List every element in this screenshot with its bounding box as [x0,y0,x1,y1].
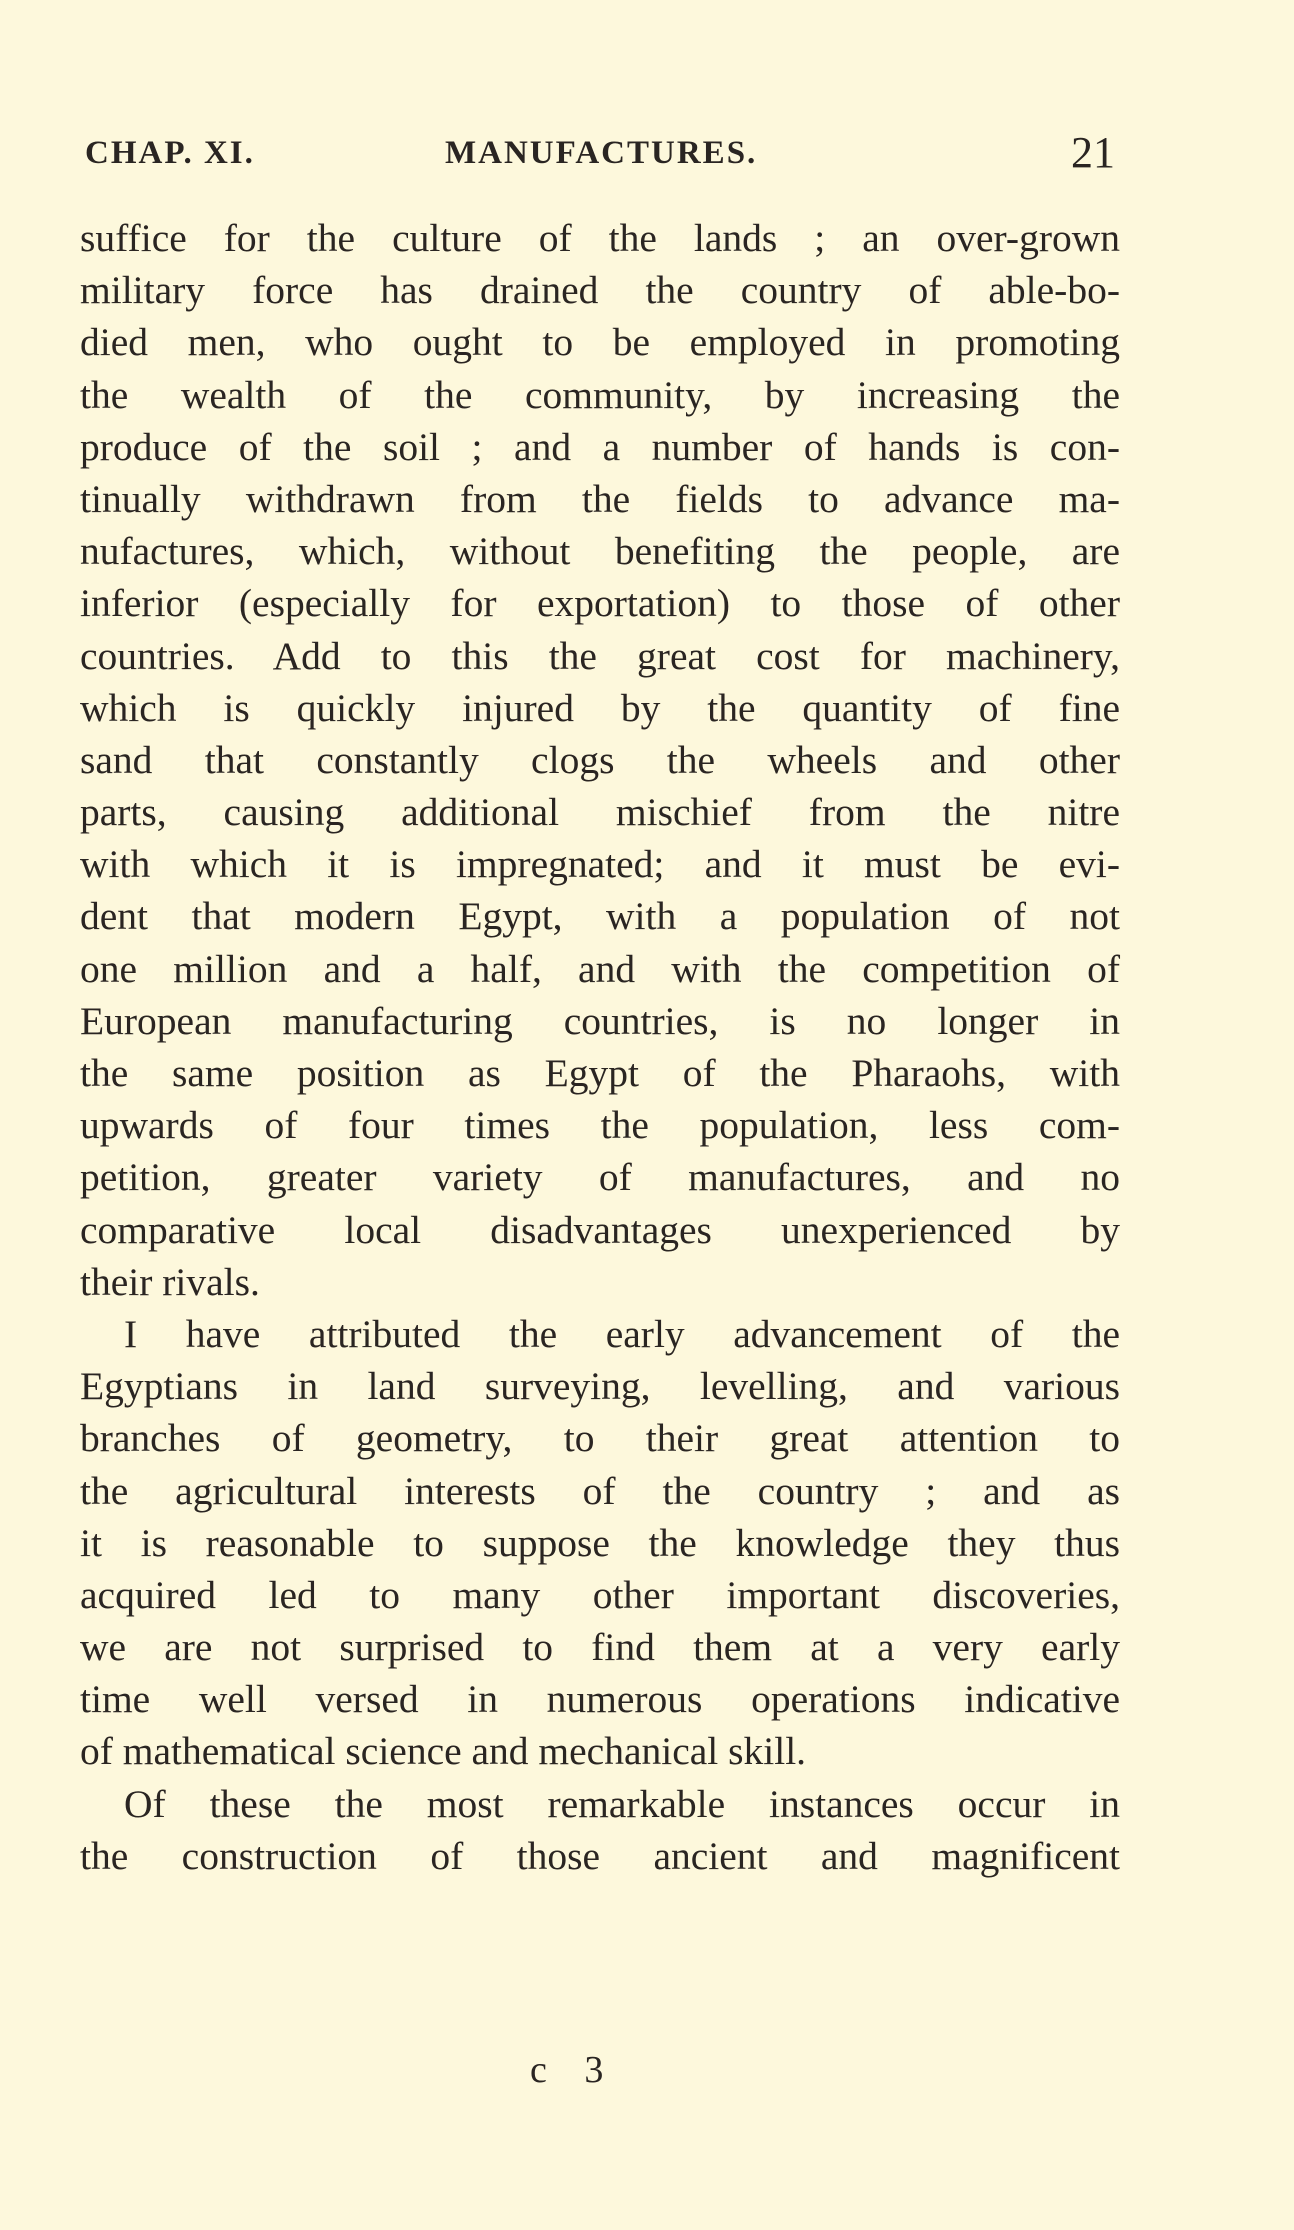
text-line: it is reasonable to suppose the knowledge they thus [80,1520,1120,1565]
text-line: the same position as Egypt of the Pharaohs, with [80,1051,1120,1095]
text-line: the wealth of the community, by increasing the [80,372,1120,417]
text-line: sand that constantly clogs the wheels and other [80,737,1120,782]
text-line: time well versed in numerous operations indicative [80,1677,1120,1722]
text-line: upwards of four times the population, less com- [80,1103,1120,1148]
text-line: died men, who ought to be employed in promoting [80,320,1120,365]
text-line: one million and a half, and with the competition of [80,946,1120,991]
text-line: military force has drained the country of able-bo- [80,268,1120,313]
text-line: European manufacturing countries, is no longer in [80,998,1120,1043]
chapter-label: CHAP. XI. [85,135,255,171]
text-line: parts, causing additional mischief from the nitre [80,790,1120,835]
page-number: 21 [1071,128,1115,177]
text-line: acquired led to many other important discoveries, [80,1572,1120,1617]
text-line: dent that modern Egypt, with a population of not [80,894,1120,939]
text-line-paragraph-start: I have attributed the early advancement of the [124,1311,1120,1356]
body-text [80,212,1120,1882]
signature-mark: c 3 [530,2049,618,2091]
text-line: produce of the soil ; and a number of hands is con- [80,424,1120,469]
text-line-paragraph-end: their rivals. [80,1259,260,1304]
text-line: countries. Add to this the great cost for machinery, [80,633,1120,678]
text-line: inferior (especially for exportation) to those of other [80,581,1120,626]
text-line: suffice for the culture of the lands ; an over-grown [80,216,1120,260]
text-line: with which it is impregnated; and it must be evi- [80,842,1120,887]
text-line-paragraph-start: Of these the most remarkable instances occur in [124,1781,1120,1826]
text-line: comparative local disadvantages unexperienced by [80,1207,1120,1252]
text-line-paragraph-end: of mathematical science and mechanical skill. [80,1729,807,1774]
text-line: branches of geometry, to their great attention to [80,1416,1120,1461]
text-line: nufactures, which, without benefiting the people, are [80,529,1120,574]
text-line: the agricultural interests of the country ; and as [80,1468,1120,1513]
text-line: the construction of those ancient and magnificent [80,1833,1120,1878]
running-header [85,128,1115,178]
running-title: MANUFACTURES. [445,135,758,171]
text-line: we are not surprised to find them at a very early [80,1625,1120,1670]
text-line: which is quickly injured by the quantity of fine [80,685,1120,730]
text-line: Egyptians in land surveying, levelling, and various [80,1364,1120,1409]
text-line: petition, greater variety of manufactures, and no [80,1155,1120,1200]
text-line: tinually withdrawn from the fields to advance ma- [80,476,1120,521]
